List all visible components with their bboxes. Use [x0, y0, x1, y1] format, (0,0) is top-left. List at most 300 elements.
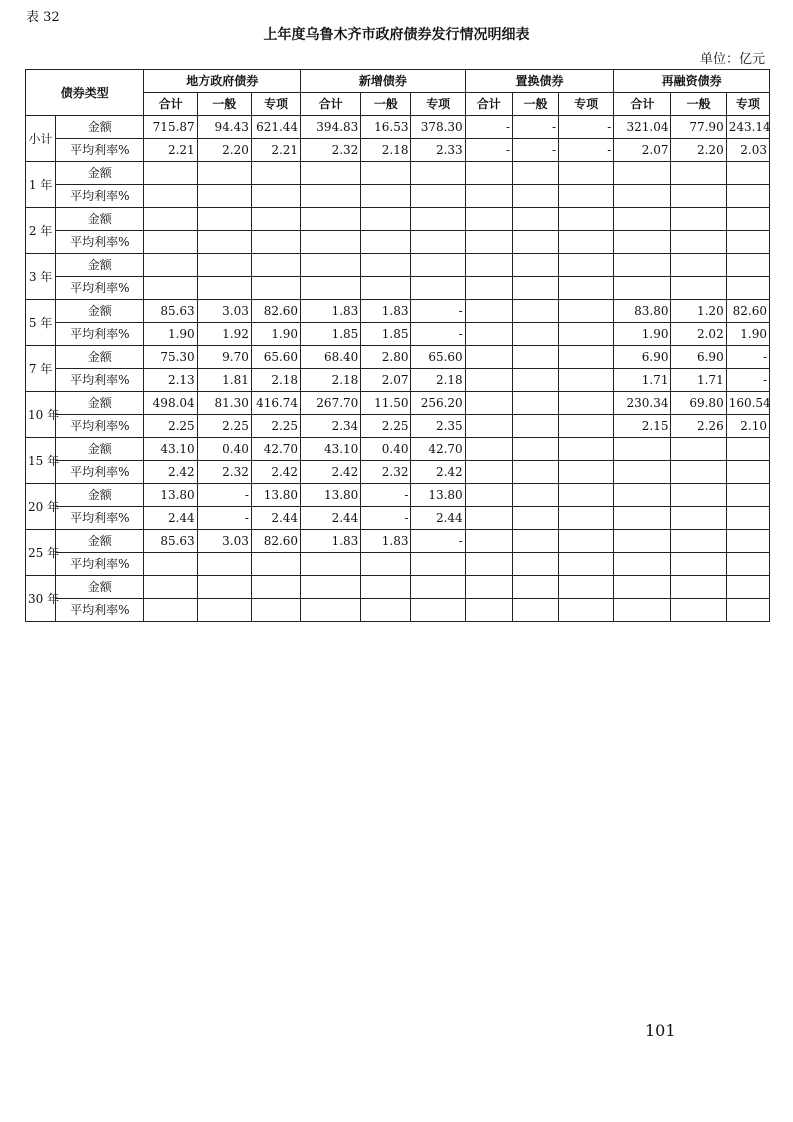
- subcol-special: 专项: [726, 93, 769, 116]
- period-label: 30 年: [26, 576, 56, 622]
- table-cell: 3.03: [197, 300, 251, 323]
- table-cell: [361, 208, 411, 231]
- subcol-total: 合计: [465, 93, 512, 116]
- page-title: 上年度乌鲁木齐市政府债券发行情况明细表: [263, 27, 530, 43]
- table-cell: [301, 162, 361, 185]
- table-cell: [465, 277, 512, 300]
- table-row: [26, 507, 770, 530]
- metric-label-rate: 平均利率%: [56, 231, 144, 254]
- table-body: [26, 116, 770, 622]
- table-cell: [671, 208, 726, 231]
- header-row-groups: [26, 70, 770, 93]
- table-row: [26, 553, 770, 576]
- table-cell: 13.80: [144, 484, 197, 507]
- table-cell: 2.44: [251, 507, 300, 530]
- table-cell: [559, 300, 614, 323]
- table-cell: [671, 254, 726, 277]
- table-cell: [361, 162, 411, 185]
- table-cell: 0.40: [197, 438, 251, 461]
- metric-label-rate: 平均利率%: [56, 599, 144, 622]
- table-cell: -: [465, 116, 512, 139]
- table-cell: [671, 162, 726, 185]
- table-cell: [465, 323, 512, 346]
- table-cell: 1.90: [726, 323, 769, 346]
- table-cell: 2.15: [614, 415, 671, 438]
- table-cell: [301, 599, 361, 622]
- table-row: [26, 484, 770, 507]
- subcol-general: 一般: [361, 93, 411, 116]
- table-cell: [465, 208, 512, 231]
- table-cell: [559, 392, 614, 415]
- table-cell: [559, 507, 614, 530]
- table-cell: 1.92: [197, 323, 251, 346]
- table-cell: [411, 162, 465, 185]
- table-cell: [512, 323, 558, 346]
- table-cell: [559, 346, 614, 369]
- table-cell: [671, 461, 726, 484]
- table-cell: [614, 576, 671, 599]
- table-cell: [411, 599, 465, 622]
- metric-label-rate: 平均利率%: [56, 415, 144, 438]
- table-cell: [726, 599, 769, 622]
- metric-label-amount: 金额: [56, 208, 144, 231]
- table-cell: [559, 576, 614, 599]
- table-cell: 43.10: [144, 438, 197, 461]
- table-cell: 1.83: [361, 530, 411, 553]
- table-cell: 1.85: [361, 323, 411, 346]
- table-cell: [197, 208, 251, 231]
- table-cell: [361, 576, 411, 599]
- table-cell: [726, 461, 769, 484]
- metric-label-amount: 金额: [56, 162, 144, 185]
- table-cell: [512, 599, 558, 622]
- table-cell: -: [512, 139, 558, 162]
- table-cell: [465, 231, 512, 254]
- table-cell: [671, 576, 726, 599]
- table-cell: [361, 185, 411, 208]
- table-cell: [726, 277, 769, 300]
- table-cell: -: [411, 530, 465, 553]
- table-cell: [411, 208, 465, 231]
- metric-label-amount: 金额: [56, 116, 144, 139]
- subcol-total: 合计: [614, 93, 671, 116]
- table-cell: [512, 300, 558, 323]
- subcol-total: 合计: [301, 93, 361, 116]
- table-cell: [144, 231, 197, 254]
- table-row: [26, 162, 770, 185]
- metric-label-amount: 金额: [56, 300, 144, 323]
- table-cell: [614, 507, 671, 530]
- table-cell: [411, 254, 465, 277]
- table-cell: 2.21: [144, 139, 197, 162]
- table-cell: [512, 231, 558, 254]
- table-cell: -: [411, 300, 465, 323]
- table-cell: 1.81: [197, 369, 251, 392]
- period-label: 5 年: [26, 300, 56, 346]
- table-cell: 2.34: [301, 415, 361, 438]
- metric-label-rate: 平均利率%: [56, 369, 144, 392]
- metric-label-amount: 金额: [56, 484, 144, 507]
- table-cell: [361, 553, 411, 576]
- table-cell: 65.60: [411, 346, 465, 369]
- period-label: 15 年: [26, 438, 56, 484]
- table-cell: [726, 553, 769, 576]
- period-label: 25 年: [26, 530, 56, 576]
- table-cell: [559, 530, 614, 553]
- table-cell: [614, 162, 671, 185]
- table-cell: 160.54: [726, 392, 769, 415]
- table-cell: 1.85: [301, 323, 361, 346]
- subcol-special: 专项: [251, 93, 300, 116]
- table-cell: 1.90: [144, 323, 197, 346]
- table-cell: 13.80: [411, 484, 465, 507]
- table-cell: 43.10: [301, 438, 361, 461]
- table-cell: [512, 438, 558, 461]
- table-cell: 2.44: [301, 507, 361, 530]
- table-cell: [671, 231, 726, 254]
- table-cell: [512, 208, 558, 231]
- table-cell: [465, 162, 512, 185]
- table-cell: [614, 484, 671, 507]
- subcol-total: 合计: [144, 93, 197, 116]
- table-cell: 42.70: [251, 438, 300, 461]
- table-cell: [559, 254, 614, 277]
- group-header-new: 新增债券: [301, 70, 466, 93]
- table-cell: 2.42: [411, 461, 465, 484]
- table-cell: [512, 530, 558, 553]
- table-row: [26, 530, 770, 553]
- table-cell: 394.83: [301, 116, 361, 139]
- table-cell: [251, 185, 300, 208]
- table-cell: [251, 576, 300, 599]
- table-cell: -: [465, 139, 512, 162]
- row-label-header: 债券类型: [26, 70, 144, 116]
- table-cell: 6.90: [671, 346, 726, 369]
- table-cell: [512, 277, 558, 300]
- table-cell: -: [559, 116, 614, 139]
- table-cell: 715.87: [144, 116, 197, 139]
- table-cell: 2.18: [251, 369, 300, 392]
- table-cell: -: [559, 139, 614, 162]
- subcol-general: 一般: [197, 93, 251, 116]
- table-cell: 256.20: [411, 392, 465, 415]
- table-cell: [197, 231, 251, 254]
- metric-label-rate: 平均利率%: [56, 553, 144, 576]
- table-cell: [512, 185, 558, 208]
- table-cell: [512, 254, 558, 277]
- table-cell: 82.60: [726, 300, 769, 323]
- metric-label-amount: 金额: [56, 346, 144, 369]
- table-cell: [251, 254, 300, 277]
- table-cell: [251, 231, 300, 254]
- table-cell: [559, 553, 614, 576]
- table-cell: [197, 576, 251, 599]
- group-header-replacement: 置换债券: [465, 70, 614, 93]
- table-cell: 2.25: [144, 415, 197, 438]
- table-cell: 416.74: [251, 392, 300, 415]
- table-cell: [411, 553, 465, 576]
- table-cell: [197, 553, 251, 576]
- table-cell: [559, 484, 614, 507]
- table-cell: 85.63: [144, 300, 197, 323]
- table-cell: [361, 231, 411, 254]
- table-cell: -: [361, 484, 411, 507]
- table-cell: 498.04: [144, 392, 197, 415]
- table-cell: 2.02: [671, 323, 726, 346]
- table-cell: 69.80: [671, 392, 726, 415]
- metric-label-amount: 金额: [56, 530, 144, 553]
- table-cell: [726, 254, 769, 277]
- table-cell: 0.40: [361, 438, 411, 461]
- table-cell: 6.90: [614, 346, 671, 369]
- table-row: [26, 277, 770, 300]
- table-cell: 83.80: [614, 300, 671, 323]
- table-cell: [671, 553, 726, 576]
- metric-label-amount: 金额: [56, 438, 144, 461]
- table-cell: 2.42: [144, 461, 197, 484]
- table-cell: [411, 231, 465, 254]
- table-cell: [671, 438, 726, 461]
- table-cell: 77.90: [671, 116, 726, 139]
- table-cell: 2.44: [144, 507, 197, 530]
- table-cell: [251, 208, 300, 231]
- metric-label-rate: 平均利率%: [56, 185, 144, 208]
- table-cell: [512, 507, 558, 530]
- table-cell: [671, 599, 726, 622]
- table-cell: [559, 277, 614, 300]
- table-cell: [614, 438, 671, 461]
- table-cell: [726, 185, 769, 208]
- table-cell: [361, 254, 411, 277]
- table-cell: 65.60: [251, 346, 300, 369]
- table-row: [26, 231, 770, 254]
- table-cell: 2.32: [197, 461, 251, 484]
- table-cell: 2.44: [411, 507, 465, 530]
- table-row: [26, 116, 770, 139]
- table-cell: [411, 185, 465, 208]
- table-cell: [251, 162, 300, 185]
- group-header-refinancing: 再融资债券: [614, 70, 770, 93]
- table-cell: [465, 392, 512, 415]
- subcol-special: 专项: [559, 93, 614, 116]
- table-cell: -: [197, 484, 251, 507]
- table-cell: [614, 185, 671, 208]
- table-cell: [559, 208, 614, 231]
- table-cell: [411, 277, 465, 300]
- table-cell: 94.43: [197, 116, 251, 139]
- table-cell: 2.20: [197, 139, 251, 162]
- table-cell: [671, 530, 726, 553]
- table-cell: 2.18: [361, 139, 411, 162]
- table-cell: [301, 208, 361, 231]
- table-cell: [251, 599, 300, 622]
- table-cell: [197, 277, 251, 300]
- table-cell: [614, 530, 671, 553]
- table-cell: 2.13: [144, 369, 197, 392]
- table-cell: 2.25: [251, 415, 300, 438]
- table-cell: [726, 231, 769, 254]
- table-cell: -: [361, 507, 411, 530]
- table-cell: [559, 415, 614, 438]
- table-cell: [512, 553, 558, 576]
- table-cell: 85.63: [144, 530, 197, 553]
- table-cell: 2.42: [301, 461, 361, 484]
- table-cell: [197, 185, 251, 208]
- page-number: 101: [645, 1021, 676, 1040]
- table-cell: [465, 254, 512, 277]
- table-cell: [512, 162, 558, 185]
- unit-label: 单位：亿元: [699, 52, 765, 67]
- table-cell: -: [726, 369, 769, 392]
- period-label: 3 年: [26, 254, 56, 300]
- table-cell: 2.18: [301, 369, 361, 392]
- table-cell: 378.30: [411, 116, 465, 139]
- period-label: 10 年: [26, 392, 56, 438]
- metric-label-rate: 平均利率%: [56, 461, 144, 484]
- table-cell: [671, 484, 726, 507]
- metric-label-rate: 平均利率%: [56, 139, 144, 162]
- table-cell: [671, 277, 726, 300]
- table-cell: 1.71: [614, 369, 671, 392]
- table-cell: 1.20: [671, 300, 726, 323]
- table-cell: [465, 553, 512, 576]
- table-cell: 267.70: [301, 392, 361, 415]
- metric-label-rate: 平均利率%: [56, 507, 144, 530]
- metric-label-rate: 平均利率%: [56, 277, 144, 300]
- table-cell: [465, 369, 512, 392]
- table-cell: 75.30: [144, 346, 197, 369]
- table-cell: 11.50: [361, 392, 411, 415]
- table-cell: [559, 369, 614, 392]
- table-cell: [726, 507, 769, 530]
- table-cell: [465, 415, 512, 438]
- table-cell: [559, 438, 614, 461]
- table-cell: [726, 484, 769, 507]
- table-cell: [614, 599, 671, 622]
- table-cell: 9.70: [197, 346, 251, 369]
- table-cell: 2.80: [361, 346, 411, 369]
- subcol-general: 一般: [671, 93, 726, 116]
- table-cell: [726, 162, 769, 185]
- table-cell: 1.90: [614, 323, 671, 346]
- table-row: [26, 415, 770, 438]
- table-cell: 2.25: [361, 415, 411, 438]
- table-cell: [144, 162, 197, 185]
- table-cell: [144, 576, 197, 599]
- table-row: [26, 576, 770, 599]
- table-cell: [559, 599, 614, 622]
- table-cell: [614, 231, 671, 254]
- table-cell: [512, 461, 558, 484]
- table-cell: 2.32: [301, 139, 361, 162]
- table-cell: 321.04: [614, 116, 671, 139]
- period-label: 小计: [26, 116, 56, 162]
- table-cell: [301, 231, 361, 254]
- table-cell: [197, 599, 251, 622]
- table-cell: 13.80: [251, 484, 300, 507]
- table-cell: 2.42: [251, 461, 300, 484]
- table-cell: 230.34: [614, 392, 671, 415]
- table-cell: [251, 553, 300, 576]
- table-cell: 2.18: [411, 369, 465, 392]
- table-cell: [465, 438, 512, 461]
- table-cell: [251, 277, 300, 300]
- table-tag: 表 32: [26, 10, 60, 25]
- table-cell: [465, 599, 512, 622]
- table-cell: [301, 254, 361, 277]
- table-cell: 1.83: [361, 300, 411, 323]
- table-cell: 2.07: [614, 139, 671, 162]
- table-cell: 68.40: [301, 346, 361, 369]
- table-row: [26, 300, 770, 323]
- table-cell: [361, 599, 411, 622]
- table-cell: 13.80: [301, 484, 361, 507]
- table-cell: [614, 553, 671, 576]
- table-cell: [614, 277, 671, 300]
- table-cell: [301, 553, 361, 576]
- metric-label-amount: 金额: [56, 254, 144, 277]
- table-cell: 2.33: [411, 139, 465, 162]
- table-cell: 2.35: [411, 415, 465, 438]
- table-cell: [726, 576, 769, 599]
- table-cell: [197, 254, 251, 277]
- table-cell: [144, 599, 197, 622]
- table-row: [26, 369, 770, 392]
- table-cell: 3.03: [197, 530, 251, 553]
- table-cell: [465, 530, 512, 553]
- table-row: [26, 254, 770, 277]
- table-row: [26, 599, 770, 622]
- table-cell: 2.20: [671, 139, 726, 162]
- table-cell: [614, 254, 671, 277]
- table-cell: [559, 231, 614, 254]
- bond-issuance-table: [25, 69, 770, 622]
- table-cell: [512, 576, 558, 599]
- table-cell: 16.53: [361, 116, 411, 139]
- table-cell: 81.30: [197, 392, 251, 415]
- table-cell: [512, 484, 558, 507]
- table-row: [26, 346, 770, 369]
- table-cell: 621.44: [251, 116, 300, 139]
- table-cell: 2.03: [726, 139, 769, 162]
- table-cell: 1.83: [301, 530, 361, 553]
- table-row: [26, 392, 770, 415]
- table-cell: [726, 208, 769, 231]
- table-cell: [512, 392, 558, 415]
- group-header-local: 地方政府债券: [144, 70, 301, 93]
- table-cell: -: [197, 507, 251, 530]
- table-cell: [614, 461, 671, 484]
- table-cell: 1.90: [251, 323, 300, 346]
- table-cell: 2.21: [251, 139, 300, 162]
- table-cell: [144, 277, 197, 300]
- table-cell: -: [512, 116, 558, 139]
- metric-label-amount: 金额: [56, 576, 144, 599]
- metric-label-amount: 金额: [56, 392, 144, 415]
- table-cell: [671, 185, 726, 208]
- period-label: 1 年: [26, 162, 56, 208]
- table-cell: [559, 323, 614, 346]
- table-cell: [197, 162, 251, 185]
- table-cell: -: [726, 346, 769, 369]
- table-cell: [614, 208, 671, 231]
- metric-label-rate: 平均利率%: [56, 323, 144, 346]
- table-cell: [512, 346, 558, 369]
- table-cell: [726, 530, 769, 553]
- period-label: 7 年: [26, 346, 56, 392]
- table-cell: [465, 576, 512, 599]
- table-cell: 42.70: [411, 438, 465, 461]
